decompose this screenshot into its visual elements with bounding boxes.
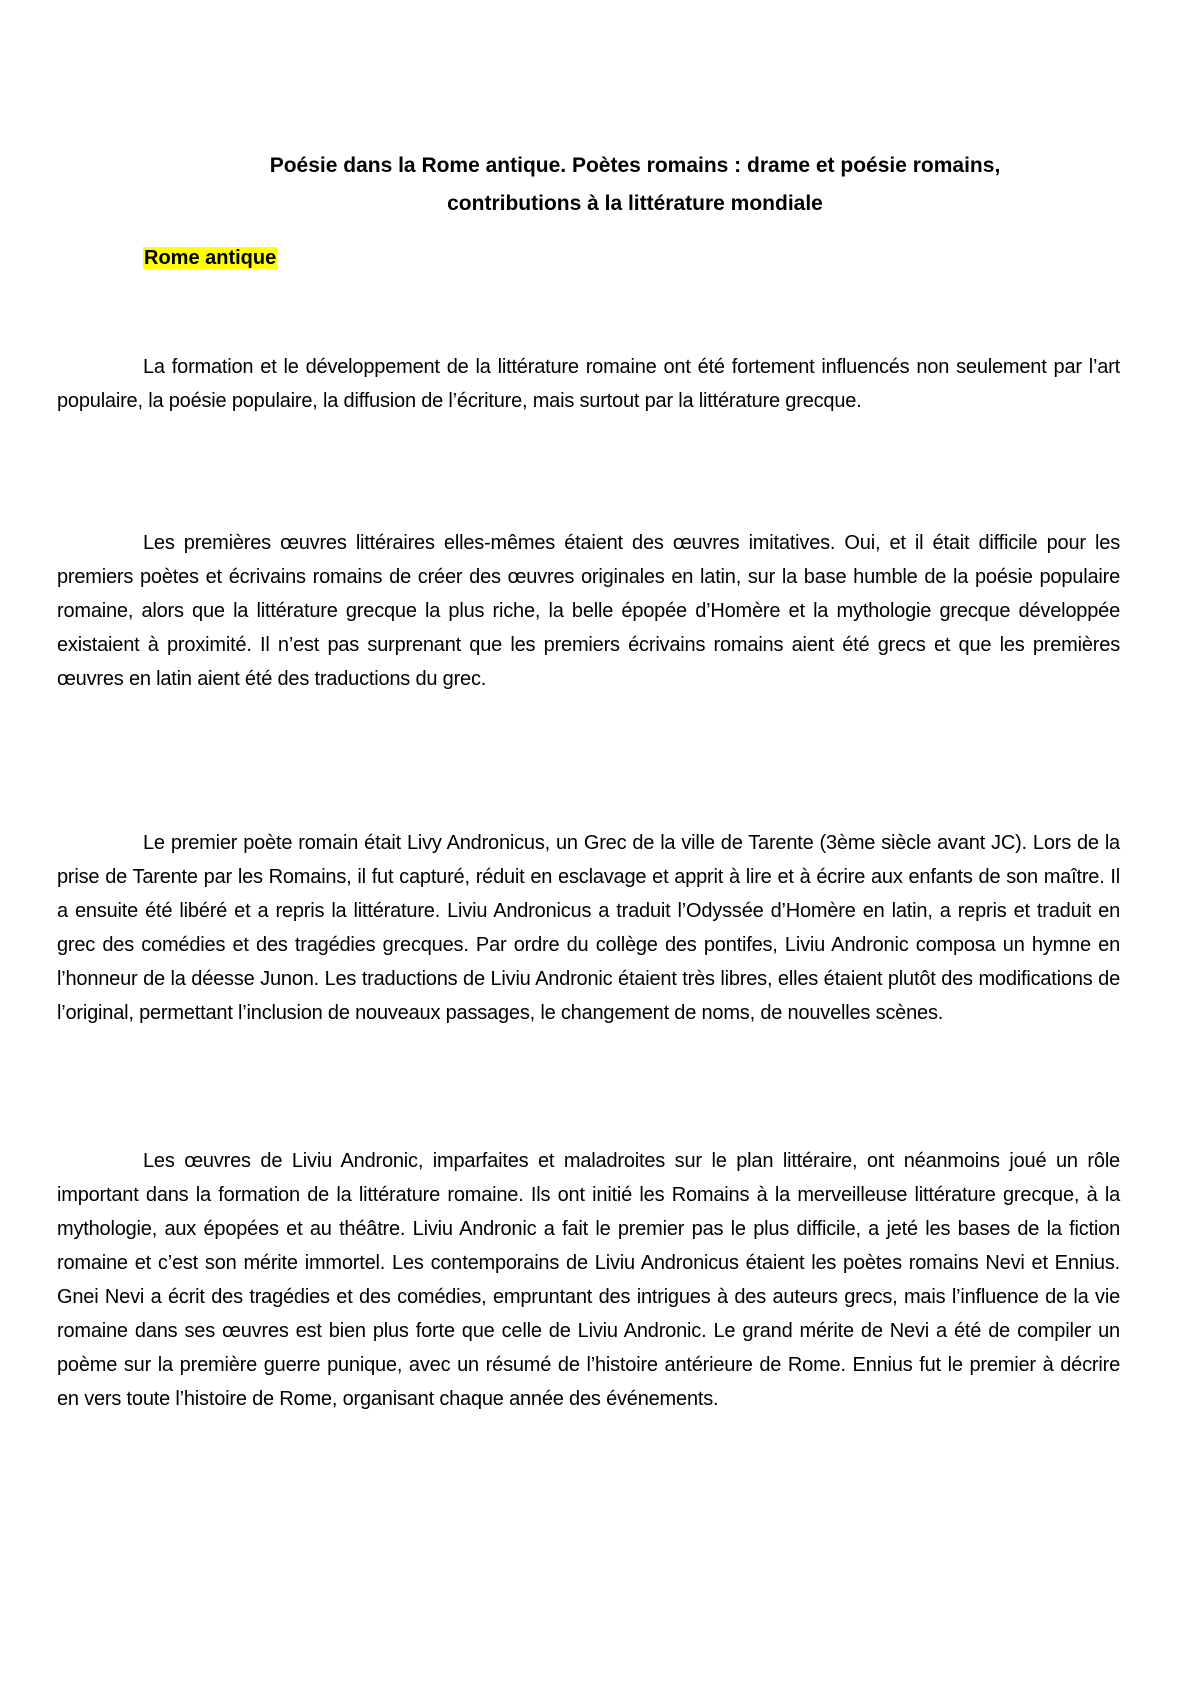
paragraph-4: Les œuvres de Liviu Andronic, imparfaites et maladroites sur le plan littéraire, ont néanmoins joué un rôle important dans la formation de la littérature romaine. Ils ont initié les Romains à la merveilleuse littérature grecque, à la mythologie, aux épopées et au théâtre. Liviu Andronic a fait le premier pas le plus difficile, a jeté les bases de la fiction romaine et c’est son mérite immortel. Les contemporains de Liviu Andronicus étaient les poètes romains Nevi et Ennius. Gnei Nevi a écrit des tragédies et des comédies, empruntant des intrigues à des auteurs grecs, mais l’influence de la vie romaine dans ses œuvres est bien plus forte que celle de Liviu Andronic. Le grand mérite de Nevi a été de compiler un poème sur la première guerre punique, avec un résumé de l’histoire antérieure de Rome. Ennius fut le premier à décrire en vers toute l’histoire de Rome, organisant chaque année des événements. [57, 1150, 1120, 1410]
section-heading [143, 244, 277, 272]
highlighted-section-heading: Rome antique [144, 247, 277, 269]
document-title-line-1: Poésie dans la Rome antique. Poètes romains : drame et poésie romains, [269, 154, 1001, 177]
paragraph-1: La formation et le développement de la littérature romaine ont été fortement influencés non seulement par l’art populaire, la poésie populaire, la diffusion de l’écriture, mais surtout par la littérature grecque. [57, 356, 1120, 412]
document-title-line-2: contributions à la littérature mondiale [447, 192, 823, 215]
paragraph-3: Le premier poète romain était Livy Andronicus, un Grec de la ville de Tarente (3ème siècle avant JC). Lors de la prise de Tarente par les Romains, il fut capturé, réduit en esclavage et apprit à lire et à écrire aux enfants de son maître. Il a ensuite été libéré et a repris la littérature. Liviu Andronicus a traduit l’Odyssée d’Homère en latin, a repris et traduit en grec des comédies et des tragédies grecques. Par ordre du collège des pontifes, Liviu Andronic composa un hymne en l’honneur de la déesse Junon. Les traductions de Liviu Andronic étaient très libres, elles étaient plutôt des modifications de l’original, permettant l’inclusion de nouveaux passages, le changement de noms, de nouvelles scènes. [57, 832, 1120, 1024]
paragraph-2: Les premières œuvres littéraires elles-mêmes étaient des œuvres imitatives. Oui, et il était difficile pour les premiers poètes et écrivains romains de créer des œuvres originales en latin, sur la base humble de la poésie populaire romaine, alors que la littérature grecque la plus riche, la belle épopée d’Homère et la mythologie grecque développée existaient à proximité. Il n’est pas surprenant que les premiers écrivains romains aient été grecs et que les premières œuvres en latin aient été des traductions du grec. [57, 532, 1120, 690]
